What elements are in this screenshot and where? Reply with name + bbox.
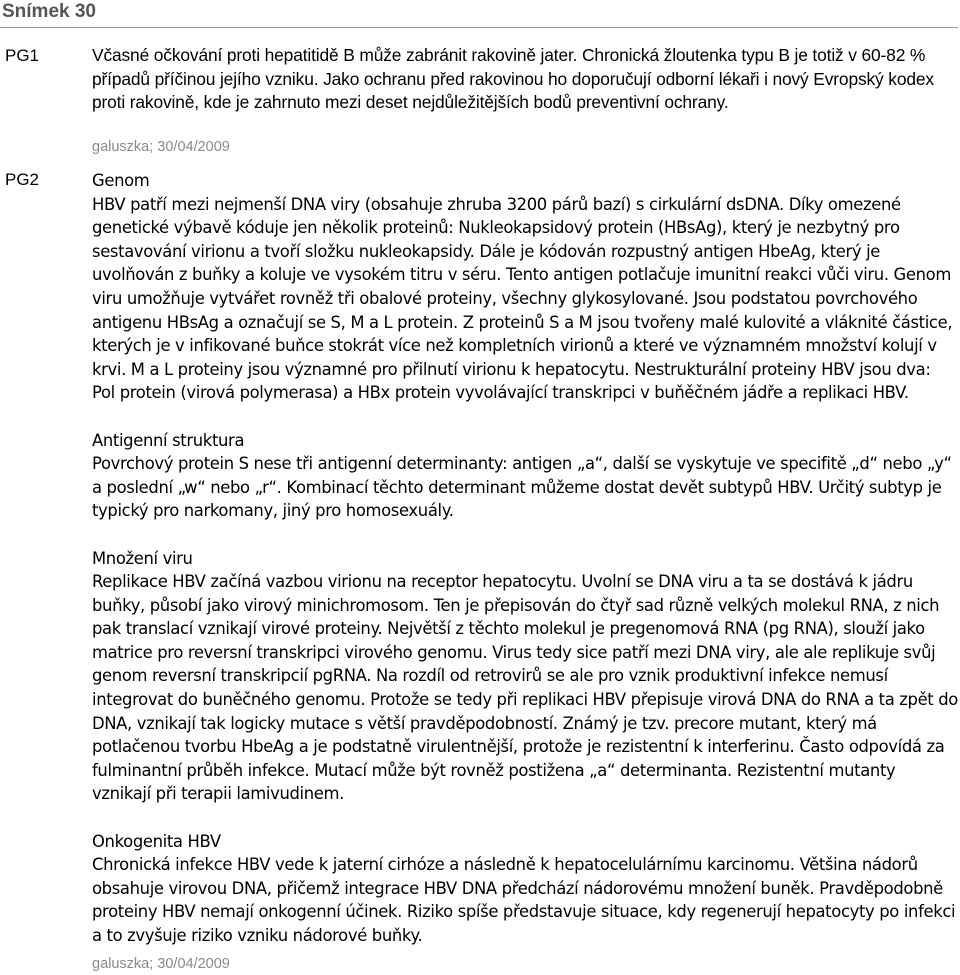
note-label-pg2: PG2 xyxy=(5,170,40,189)
note-author-pg1: galuszka; 30/04/2009 xyxy=(92,139,230,155)
section-body-genom: HBV patří mezi nejmenší DNA viry (obsahuje zhruba 3200 párů bazí) s cirkulární dsDNA. Díky omezené genetické výbavě kóduje jen několik proteinů: Nukleokapsidový protein (HBsAg), který je nezbytný pro sestavování virionu a tvoří složku nukleokapsidy. Dále je kódován rozpustný antigen HbeAg, který je uvolňován z buňky a koluje ve vysokém titru v séru. Tento antigen potlačuje imunitní reakci vůči viru. Genom viru umožňuje vytvářet rovněž tři obalové proteiny, všechny glykosylované. Jsou podstatou povrchového antigenu HBsAg a označují se S, M a L protein. Z proteinů S a M jsou tvořeny malé kulovité a vláknité částice, kterých je v infikované buňce stokrát více než kompletních virionů a které ve významném množství kolují v krvi. M a L proteiny jsou významné pro přilnutí virionu k hepatocytu. Nestrukturální proteiny HBV jsou dva: Pol protein (virová polymerasa) a HBx protein vyvolávající transkripci v buňěčném jádře a replikaci HBV. xyxy=(92,194,953,403)
section-body-antigenni-struktura: Povrchový protein S nese tři antigenní determinanty: antigen „a“, další se vyskytuje ve specifitě „d“ nebo „y“ a poslední „w“ nebo „r“. Kombinací těchto determinant můžeme dostat devět subtypů HBV. Určitý subtyp je typický pro narkomany, jiný pro homosexuály. xyxy=(92,454,952,521)
section-heading-antigenni-struktura: Antigenní struktura xyxy=(92,430,245,450)
note-author-pg2: galuszka; 30/04/2009 xyxy=(92,956,230,972)
section-heading-genom: Genom xyxy=(92,171,150,190)
title-divider xyxy=(0,27,958,28)
section-body-mnozeni-viru: Replikace HBV začíná vazbou virionu na receptor hepatocytu. Uvolní se DNA viru a ta se dostává k jádru buňky, působí jako virový minichromosom. Ten je přepisován do čtyř sad různě velkých molekul RNA, z nich pak translací vznikají virové proteiny. Největší z těchto molekul je pregenomová RNA (pg RNA), slouží jako matrice pro reversní transkripci virového genomu. Virus tedy sice patří mezi DNA viry, ale ale replikuje svůj genom reversní transkripcií pgRNA. Na rozdíl od retrovirů se ale pro vznik produktivní infekce nemusí integrovat do buněčného genomu. Protože se tedy při replikaci HBV přepisuje virová DNA do RNA a ta zpět do DNA, vznikají tak logicky mutace s větší pravděpodobností. Známý je tzv. precore mutant, který má potlačenou tvorbu HbeAg a je podstatně virulentnější, protože je rezistentní k interferinu. Často odpovídá za fulminantní průběh infekce. Mutací může být rovněž postižena „a“ determinanta. Rezistentní mutanty vznikají při terapii lamivudinem. xyxy=(92,572,958,804)
section-heading-mnozeni-viru: Množení viru xyxy=(92,548,193,568)
note-label-pg1: PG1 xyxy=(5,46,40,65)
note-text-pg1: Včasné očkování proti hepatitidě B může zabránit rakovině jater. Chronická žloutenka typu B je totiž v 60-82 % případů příčinou jejího vzniku. Jako ochranu před rakovinou ho doporučují odborní lékaři i nový Evropský kodex proti rakovině, kde je zahrnuto mezi deset nejdůležitějších bodů preventivní ochrany. xyxy=(92,45,934,113)
paragraph-gap xyxy=(92,806,958,830)
slide-title: Snímek 30 xyxy=(2,1,96,22)
paragraph-gap xyxy=(92,405,958,429)
section-heading-onkogenita-hbv: Onkogenita HBV xyxy=(92,831,221,851)
note-body-pg2 xyxy=(92,169,958,948)
section-body-onkogenita-hbv: Chronická infekce HBV vede k jaterní cirhóze a následně k hepatocelulárnímu karcinomu. Většina nádorů obsahuje virovou DNA, přičemž integrace HBV DNA předchází nádorovému množení buněk. Pravděpodobně proteiny HBV nemají onkogenní účinek. Riziko spíše představuje situace, kdy regenerují hepatocyty po infekci a to zvyšuje riziko vzniku nádorové buňky. xyxy=(92,855,956,945)
paragraph-gap xyxy=(92,523,958,547)
